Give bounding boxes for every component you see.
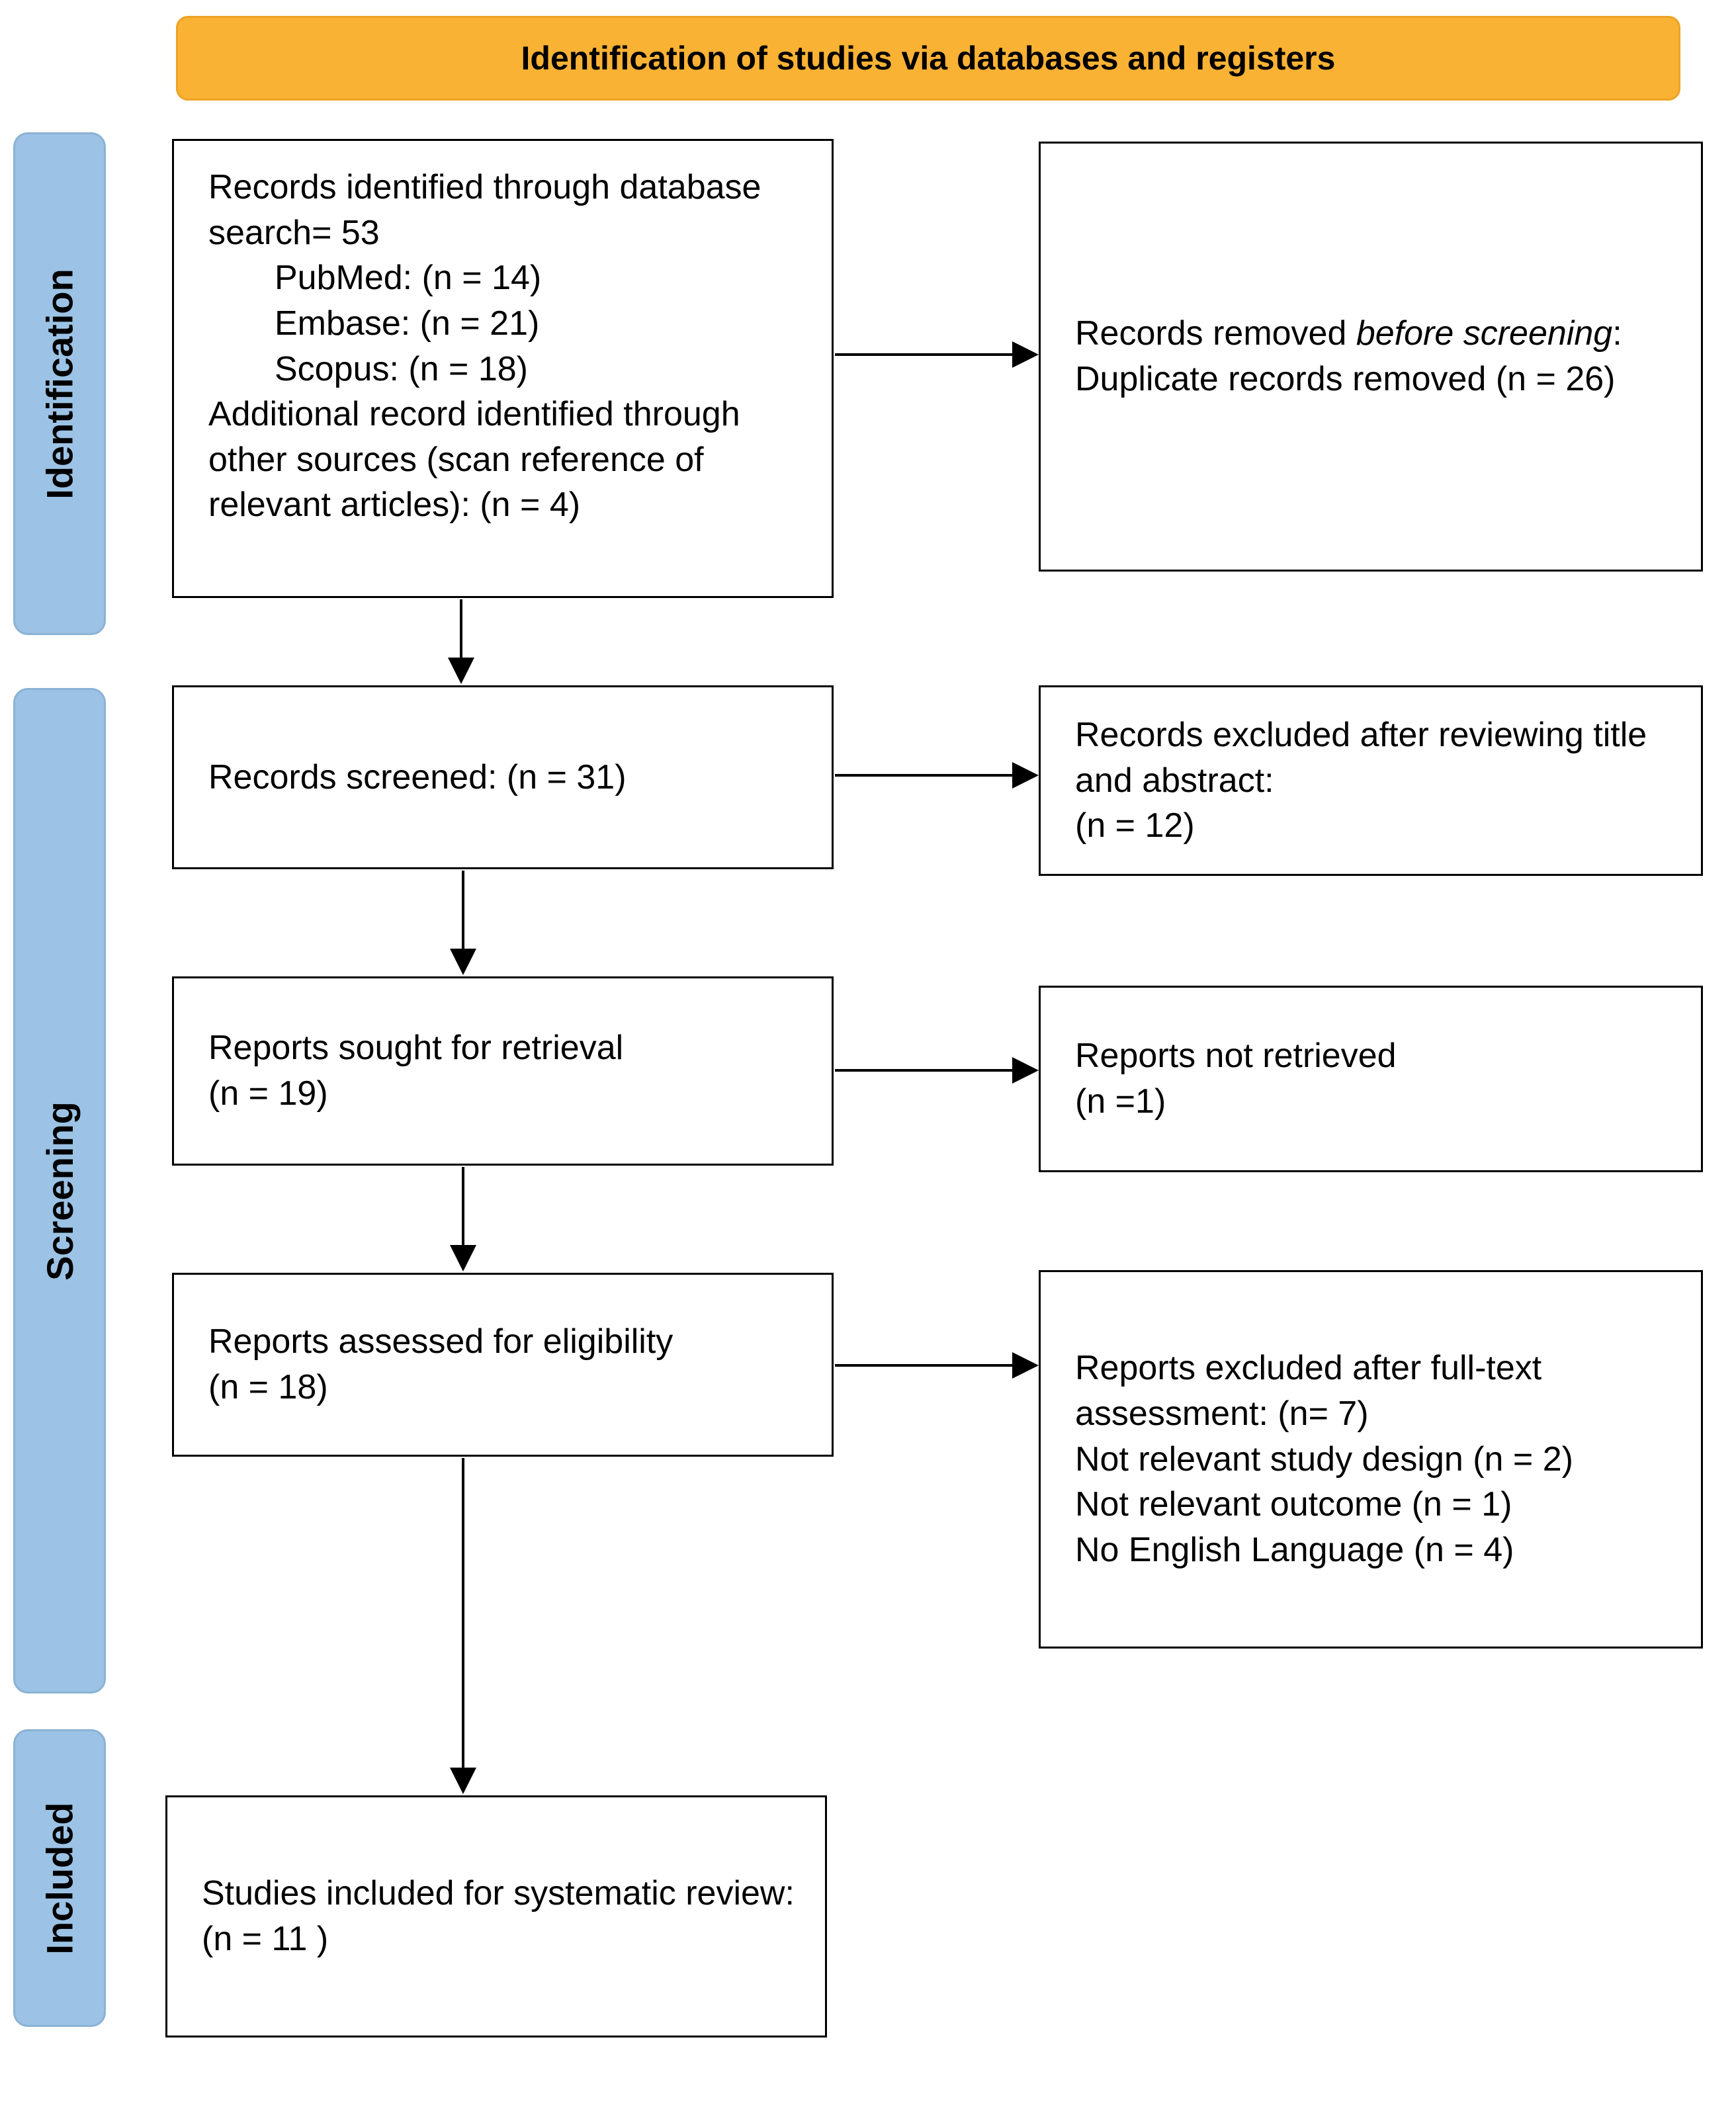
reports-excluded-ft-reason2: Not relevant outcome (n = 1) xyxy=(1075,1485,1512,1524)
records-removed-italic: before screening xyxy=(1356,314,1613,353)
box-records-identified xyxy=(172,139,834,598)
stage-identification xyxy=(13,132,106,635)
box-reports-not-retrieved xyxy=(1039,986,1703,1172)
records-identified-scopus: Scopus: (n = 18) xyxy=(275,349,528,388)
box-reports-sought xyxy=(172,976,834,1166)
reports-excluded-ft-reason3: No English Language (n = 4) xyxy=(1075,1530,1514,1569)
records-identified-additional: Additional record identified through other sources (scan reference of relevant articles): (n = 4) xyxy=(208,395,740,525)
reports-assessed-text: Reports assessed for eligibility xyxy=(208,1322,673,1361)
records-removed-prefix: Records removed xyxy=(1075,314,1356,353)
reports-sought-text: Reports sought for retrieval xyxy=(208,1029,624,1068)
records-identified-embase: Embase: (n = 21) xyxy=(275,304,540,343)
records-identified-total: Records identified through database search= 53 xyxy=(208,168,761,252)
reports-not-retrieved-count: (n =1) xyxy=(1075,1082,1166,1121)
stage-included xyxy=(13,1729,106,2027)
records-identified-pubmed: PubMed: (n = 14) xyxy=(275,259,542,298)
records-removed-text xyxy=(1075,311,1673,357)
records-excluded-ta-count: (n = 12) xyxy=(1075,806,1195,845)
box-records-removed xyxy=(1039,142,1703,572)
stage-screening xyxy=(13,688,106,1694)
records-excluded-ta-text: Records excluded after reviewing title and abstract: xyxy=(1075,716,1647,800)
studies-included-text: Studies included for systematic review: (n = 11 ) xyxy=(202,1874,795,1958)
box-studies-included xyxy=(165,1795,827,2037)
records-removed-suffix: : xyxy=(1612,314,1622,353)
reports-excluded-ft-reason1: Not relevant study design (n = 2) xyxy=(1075,1439,1573,1479)
reports-assessed-count: (n = 18) xyxy=(208,1368,328,1406)
stage-included-label: Included xyxy=(38,1801,81,1955)
box-reports-excluded-fulltext xyxy=(1039,1270,1703,1649)
banner-title: Identification of studies via databases and registers xyxy=(521,40,1336,77)
box-records-screened xyxy=(172,685,834,869)
stage-identification-label: Identification xyxy=(38,268,81,499)
reports-not-retrieved-text: Reports not retrieved xyxy=(1075,1037,1397,1076)
reports-excluded-ft-text: Reports excluded after full-text assessment: (n= 7) xyxy=(1075,1349,1542,1434)
stage-screening-label: Screening xyxy=(38,1101,81,1281)
box-records-excluded-title-abstract xyxy=(1039,685,1703,876)
records-removed-duplicates: Duplicate records removed (n = 26) xyxy=(1075,360,1616,398)
box-reports-assessed xyxy=(172,1273,834,1457)
records-screened-text: Records screened: (n = 31) xyxy=(208,757,627,796)
banner xyxy=(176,16,1680,101)
reports-sought-count: (n = 19) xyxy=(208,1074,328,1113)
